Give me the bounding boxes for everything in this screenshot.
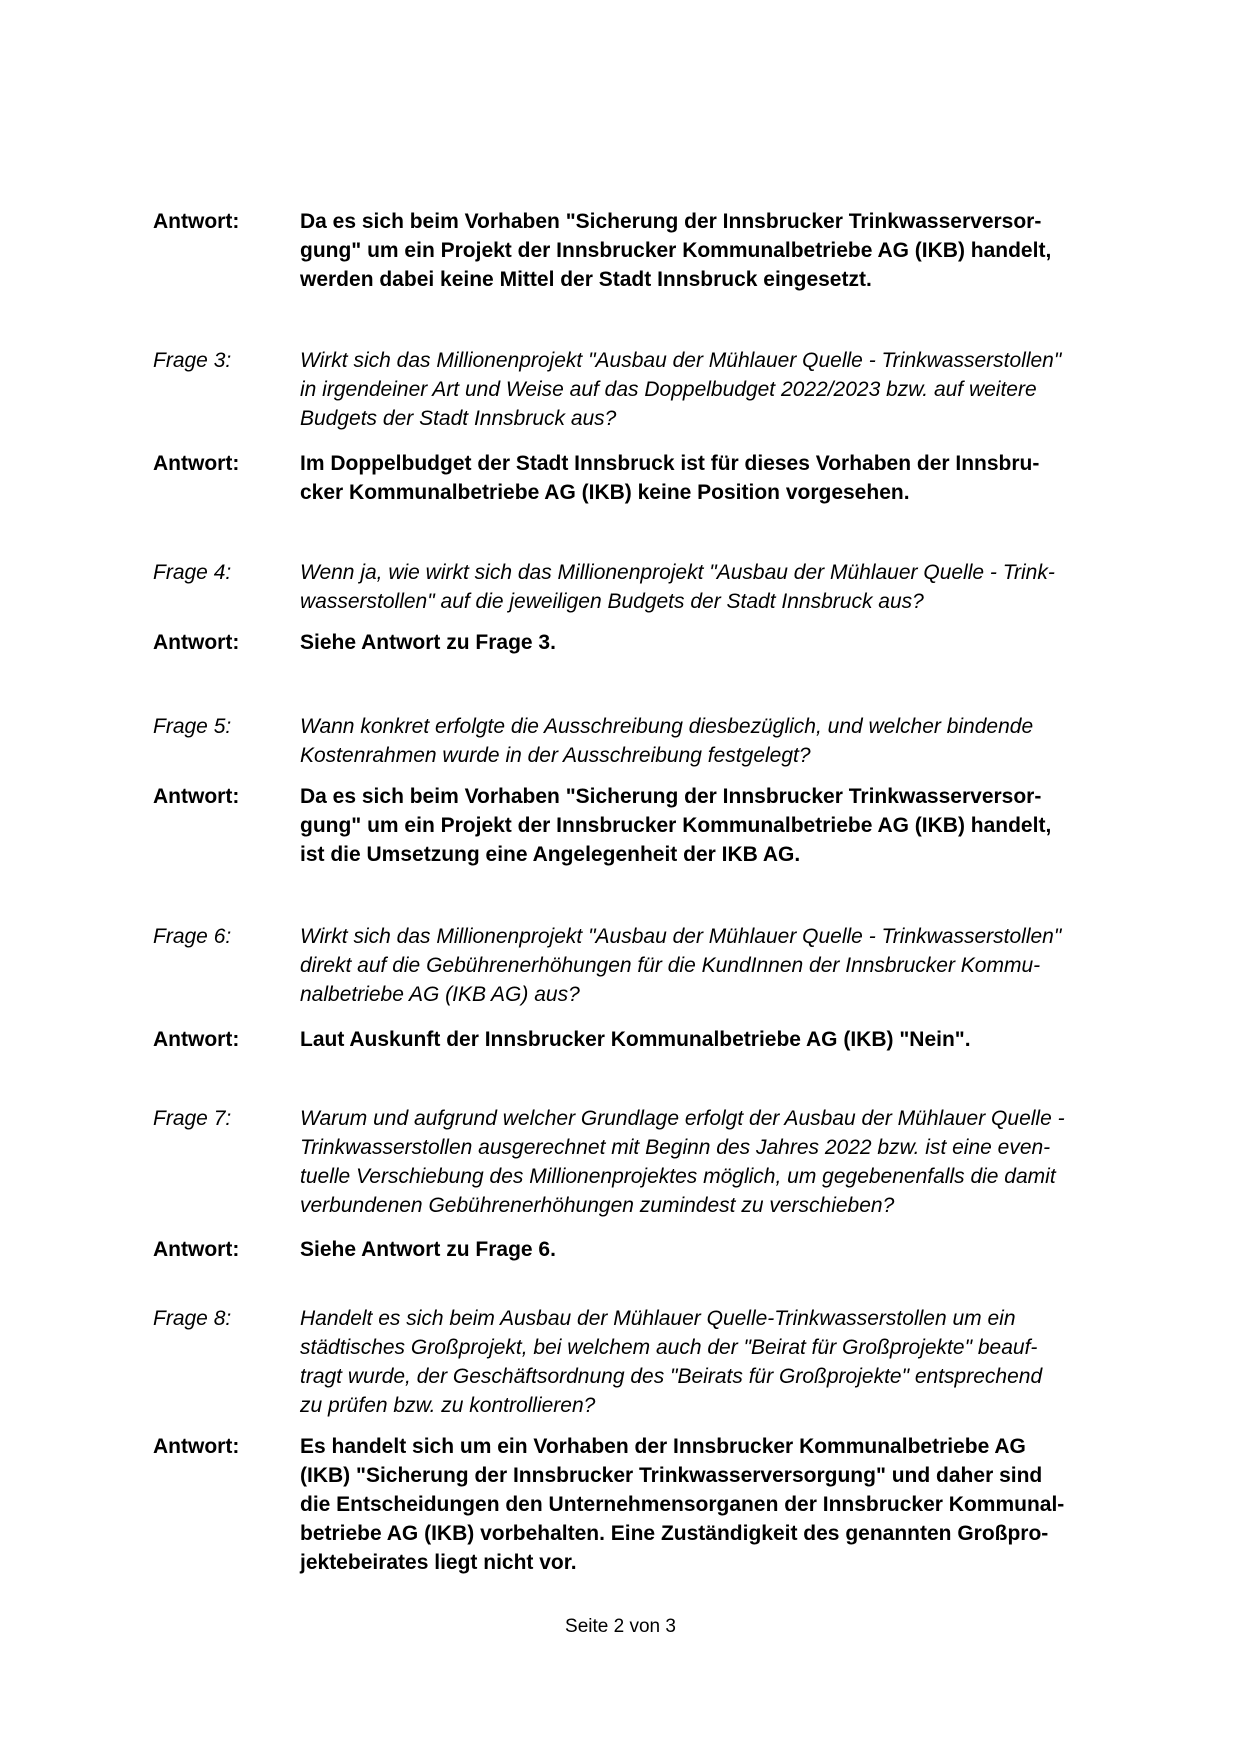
answer-block-5 — [153, 782, 1153, 869]
question-text: Handelt es sich beim Ausbau der Mühlauer Quelle-Trinkwasserstollen um ein städtisches Großprojekt, bei welchem auch der "Beirat für Großprojekte" beauf- tragt wurde, der Geschäftsordnung des "Beirats für Großprojekte" entsprechend zu prüfen bzw. zu kontrollieren? — [300, 1307, 1043, 1417]
answer-text: Siehe Antwort zu Frage 6. — [300, 1238, 556, 1261]
answer-label: Antwort: — [153, 452, 240, 475]
answer-label: Antwort: — [153, 785, 240, 808]
page-number: Seite 2 von 3 — [565, 1616, 676, 1637]
answer-label: Antwort: — [153, 1435, 240, 1458]
answer-text: Siehe Antwort zu Frage 3. — [300, 631, 556, 654]
question-label: Frage 5: — [153, 715, 232, 738]
answer-text: Da es sich beim Vorhaben "Sicherung der Innsbrucker Trinkwasserversor- gung" um ein Projekt der Innsbrucker Kommunalbetriebe AG (IKB) handelt, ist die Umsetzung eine Angelegenheit der IKB AG. — [300, 785, 1052, 866]
answer-label: Antwort: — [153, 210, 240, 233]
question-text: Wirkt sich das Millionenprojekt "Ausbau der Mühlauer Quelle - Trinkwasserstollen" direkt auf die Gebührenerhöhungen für die KundInnen der Innsbrucker Kommu- nalbetriebe AG (IKB AG) aus? — [300, 925, 1062, 1006]
question-block-8 — [153, 1304, 1153, 1420]
question-block-6 — [153, 922, 1153, 1009]
question-text: Warum und aufgrund welcher Grundlage erfolgt der Ausbau der Mühlauer Quelle - Trinkwasserstollen ausgerechnet mit Beginn des Jahres 2022 bzw. ist eine even- tuelle Verschiebung des Millionenprojektes möglich, um gegebenenfalls die damit verbundenen Gebührenerhöhungen zumindest zu verschieben? — [300, 1107, 1065, 1217]
answer-block-7 — [153, 1235, 1153, 1264]
answer-text: Laut Auskunft der Innsbrucker Kommunalbetriebe AG (IKB) "Nein". — [300, 1028, 971, 1051]
answer-label: Antwort: — [153, 1238, 240, 1261]
answer-block-8 — [153, 1432, 1153, 1577]
question-block-5 — [153, 712, 1153, 770]
answer-text: Da es sich beim Vorhaben "Sicherung der Innsbrucker Trinkwasserversor- gung" um ein Projekt der Innsbrucker Kommunalbetriebe AG (IKB) handelt, werden dabei keine Mittel der Stadt Innsbruck eingesetzt. — [300, 210, 1052, 291]
answer-block-6 — [153, 1025, 1153, 1054]
question-text: Wann konkret erfolgte die Ausschreibung diesbezüglich, und welcher bindende Kostenrahmen wurde in der Ausschreibung festgelegt? — [300, 715, 1034, 767]
question-label: Frage 6: — [153, 925, 232, 948]
question-block-7 — [153, 1104, 1153, 1220]
question-label: Frage 7: — [153, 1107, 232, 1130]
question-label: Frage 4: — [153, 561, 232, 584]
answer-text: Es handelt sich um ein Vorhaben der Innsbrucker Kommunalbetriebe AG (IKB) "Sicherung der Innsbrucker Trinkwasserversorgung" und daher sind die Entscheidungen den Unternehmensorganen der Innsbrucker Kommunal- betriebe AG (IKB) vorbehalten. Eine Zuständigkeit des genannten Großpro- jektebeirates liegt nicht vor. — [300, 1435, 1065, 1574]
question-text: Wenn ja, wie wirkt sich das Millionenprojekt "Ausbau der Mühlauer Quelle - Trink- wasserstollen" auf die jeweiligen Budgets der Stadt Innsbruck aus? — [300, 561, 1055, 613]
question-block-4 — [153, 558, 1153, 616]
question-text: Wirkt sich das Millionenprojekt "Ausbau der Mühlauer Quelle - Trinkwasserstollen" in irgendeiner Art und Weise auf das Doppelbudget 2022/2023 bzw. auf weitere Budgets der Stadt Innsbruck aus? — [300, 349, 1062, 430]
answer-block-4 — [153, 628, 1153, 657]
answer-text: Im Doppelbudget der Stadt Innsbruck ist für dieses Vorhaben der Innsbru- cker Kommunalbetriebe AG (IKB) keine Position vorgesehen. — [300, 452, 1040, 504]
question-block-3 — [153, 346, 1153, 433]
answer-block-1 — [153, 207, 1153, 294]
answer-label: Antwort: — [153, 1028, 240, 1051]
answer-block-3 — [153, 449, 1153, 507]
question-label: Frage 8: — [153, 1307, 232, 1330]
answer-label: Antwort: — [153, 631, 240, 654]
question-label: Frage 3: — [153, 349, 232, 372]
